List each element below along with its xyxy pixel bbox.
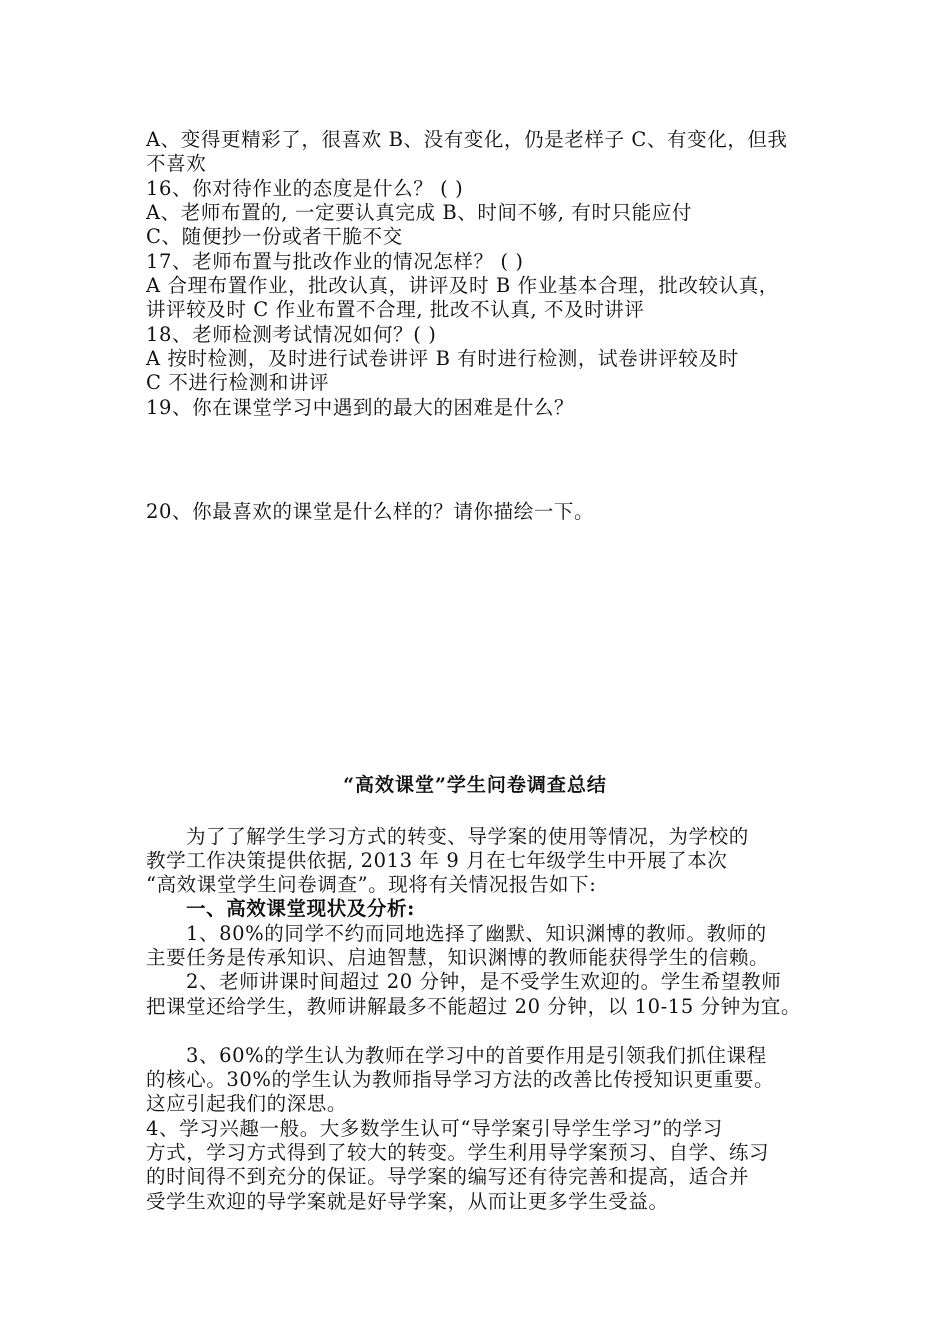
paragraph-4-line-2: 方式，学习方式得到了较大的转变。学生利用导学案预习、自学、练习 bbox=[146, 1141, 770, 1164]
q17-options-line-1: A 合理布置作业，批改认真，讲评及时 B 作业基本合理，批改较认真， bbox=[146, 274, 779, 297]
intro-line-1: 为了了解学生学习方式的转变、导学案的使用等情况，为学校的 bbox=[186, 825, 749, 848]
question-20: 20、你最喜欢的课堂是什么样的？请你描绘一下。 bbox=[146, 500, 595, 523]
q18-options-line-1: A 按时检测，及时进行试卷讲评 B 有时进行检测，试卷讲评较及时 bbox=[146, 347, 739, 370]
paragraph-3-line-2: 的核心。30%的学生认为教师指导学习方法的改善比传授知识更重要。 bbox=[146, 1068, 775, 1091]
summary-title: “高效课堂”学生问卷调查总结 bbox=[343, 774, 607, 796]
paragraph-4-line-1: 4、学习兴趣一般。大多数学生认可“导学案引导学生学习”的学习 bbox=[146, 1117, 723, 1140]
question-19: 19、你在课堂学习中遇到的最大的困难是什么？ bbox=[146, 396, 575, 419]
intro-line-3: “高效课堂学生问卷调查”。现将有关情况报告如下: bbox=[146, 873, 597, 896]
paragraph-2-line-2: 把课堂还给学生，教师讲解最多不能超过 20 分钟，以 10-15 分钟为宜。 bbox=[146, 995, 802, 1018]
q15-options-line-1: A、变得更精彩了，很喜欢 B、没有变化，仍是老样子 C、有变化，但我 bbox=[146, 128, 788, 151]
paragraph-1-line-2: 主要任务是传承知识、启迪智慧，知识渊博的教师能获得学生的信赖。 bbox=[146, 946, 770, 969]
q16-options-line-1: A、老师布置的, 一定要认真完成 B、时间不够, 有时只能应付 bbox=[146, 201, 693, 224]
q18-options-line-2: C 不进行检测和讲评 bbox=[146, 371, 330, 394]
paragraph-3-line-1: 3、60%的学生认为教师在学习中的首要作用是引领我们抓住课程 bbox=[186, 1044, 767, 1067]
question-17: 17、老师布置与批改作业的情况怎样？ ( ) bbox=[146, 250, 524, 273]
q17-options-line-2: 讲评较及时 C 作业布置不合理, 批改不认真, 不及时讲评 bbox=[146, 298, 645, 321]
section-1-heading: 一、高效课堂现状及分析: bbox=[186, 897, 415, 920]
paragraph-4-line-3: 的时间得不到充分的保证。导学案的编写还有待完善和提高，适合并 bbox=[146, 1165, 750, 1188]
q15-options-line-2: 不喜欢 bbox=[146, 152, 207, 175]
q16-options-line-2: C、随便抄一份或者干脆不交 bbox=[146, 225, 403, 248]
question-16: 16、你对待作业的态度是什么？ ( ) bbox=[146, 177, 464, 200]
paragraph-2-line-1: 2、老师讲课时间超过 20 分钟，是不受学生欢迎的。学生希望教师 bbox=[186, 970, 782, 993]
paragraph-1-line-1: 1、80%的同学不约而同地选择了幽默、知识渊博的教师。教师的 bbox=[186, 922, 767, 945]
question-18: 18、老师检测考试情况如何？( ) bbox=[146, 323, 437, 346]
intro-line-2: 教学工作决策提供依据, 2013 年 9 月在七年级学生中开展了本次 bbox=[146, 849, 728, 872]
paragraph-3-line-3: 这应引起我们的深思。 bbox=[146, 1092, 348, 1115]
paragraph-4-line-4: 受学生欢迎的导学案就是好导学案，从而让更多学生受益。 bbox=[146, 1190, 669, 1213]
